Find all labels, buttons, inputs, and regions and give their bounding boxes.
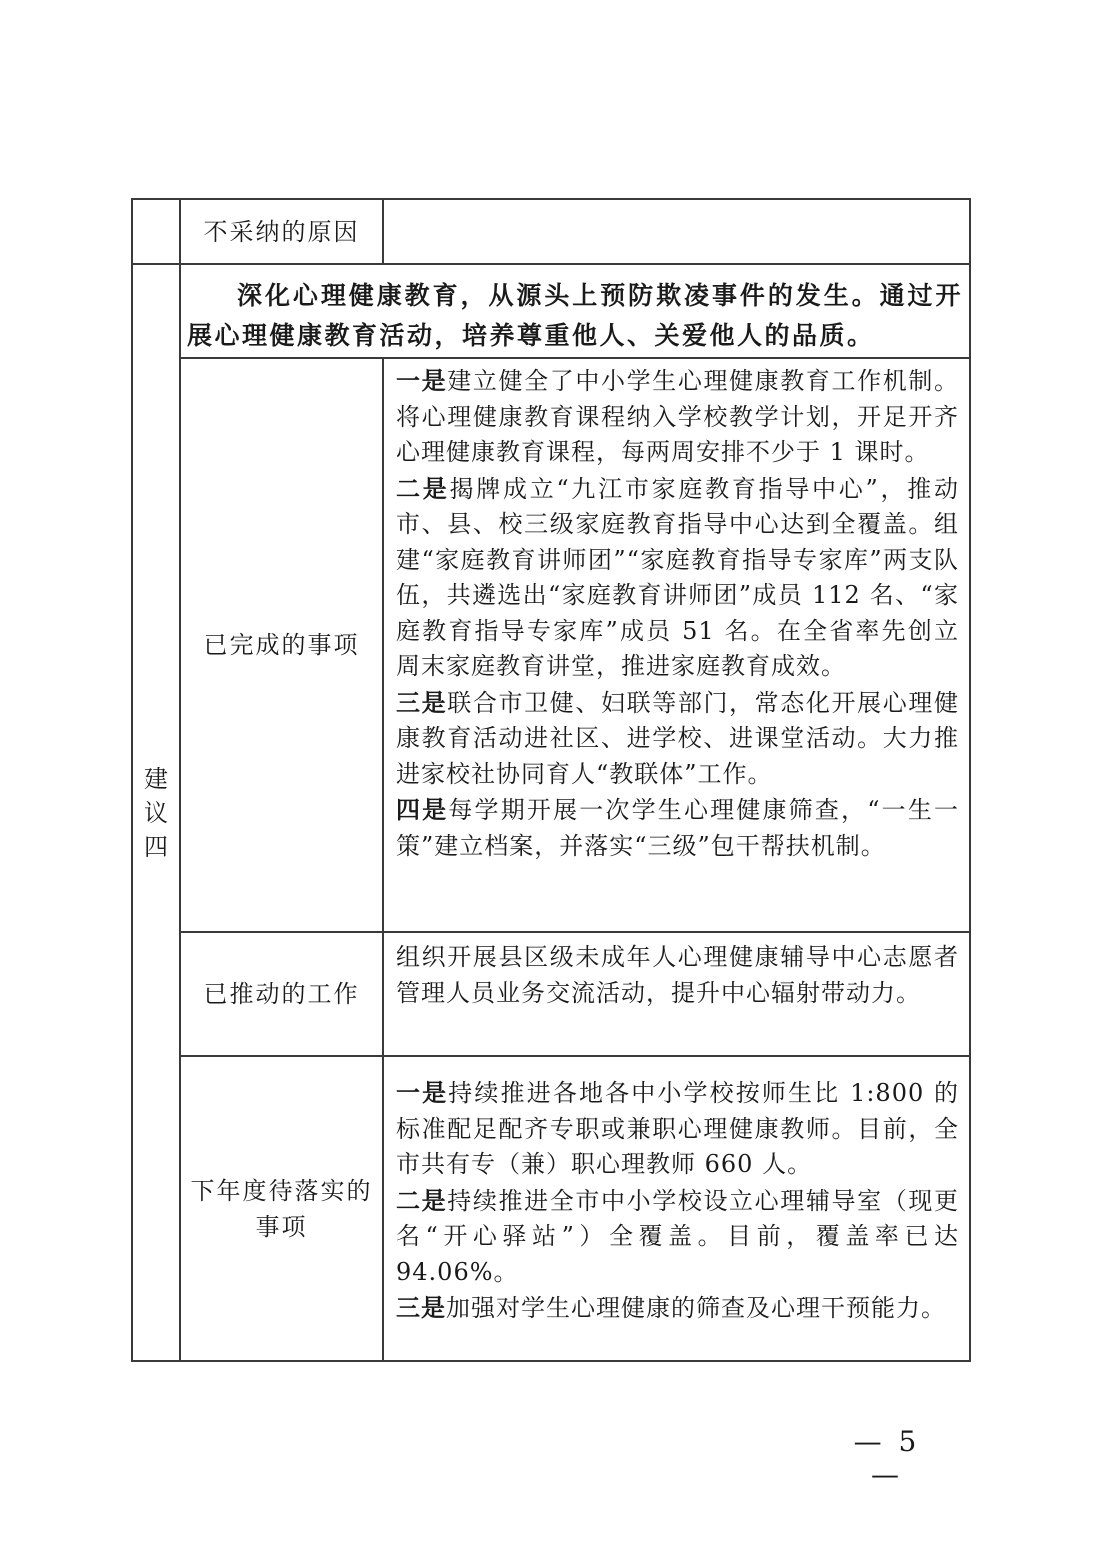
completed-item-2	[396, 471, 959, 685]
next-year-content	[384, 1075, 969, 1360]
completed-item-2-text: 揭牌成立“九江市家庭教育指导中心”，推动市、县、校三级家庭教育指导中心达到全覆盖。组建“家庭教育讲师团”“家庭教育指导专家库”两支队伍，共遴选出“家庭教育讲师团”成员 112 名、“家庭教育指导专家库”成员 51 名。在全省率先创立周末家庭教育讲堂，推进家庭教育成效。	[396, 474, 960, 680]
next-year-label-line1: 下年度待落实的	[190, 1176, 373, 1205]
completed-item-4-lead: 四是	[396, 795, 449, 824]
promoted-label-text: 已推动的工作	[203, 980, 360, 1008]
table-border-bottom	[131, 1360, 971, 1362]
next-year-item-2-lead: 二是	[396, 1185, 448, 1215]
completed-item-3-text: 联合市卫健、妇联等部门，常态化开展心理健康教育活动进社区、进学校、进课堂活动。大力推进家校社协同育人“教联体”工作。	[396, 688, 960, 788]
completed-label	[181, 359, 382, 931]
page-number: — 5 —	[853, 1425, 921, 1491]
completed-item-4	[396, 792, 959, 864]
next-year-item-1-text: 持续推进各地各中小学校按师生比 1:800 的标准配足配齐专职或兼职心理健康教师。目前，全市共有专（兼）职心理教师 660 人。	[396, 1079, 960, 1178]
suggestion-number-cell	[133, 265, 179, 1360]
not-adopted-label	[181, 200, 382, 263]
next-year-item-3-lead: 三是	[396, 1293, 446, 1322]
promoted-label	[181, 933, 382, 1055]
next-year-item-2-text: 持续推进全市中小学校设立心理辅导室（现更名“开心驿站”）全覆盖。目前，覆盖率已达 94.06%。	[396, 1186, 960, 1286]
completed-item-3	[396, 685, 959, 793]
promoted-content	[384, 940, 969, 1055]
next-year-item-1	[396, 1075, 959, 1183]
promoted-text: 组织开展县区级未成年人心理健康辅导中心志愿者管理人员业务交流活动，提升中心辐射带动力。	[396, 943, 959, 1007]
completed-content	[384, 363, 969, 931]
completed-item-2-lead: 二是	[396, 473, 450, 503]
completed-item-1-lead: 一是	[396, 366, 448, 395]
table-border-right	[969, 198, 971, 1362]
next-year-item-2	[396, 1183, 959, 1291]
completed-label-text: 已完成的事项	[203, 631, 360, 659]
completed-item-1-text: 建立健全了中小学生心理健康教育工作机制。将心理健康教育课程纳入学校教学计划，开足开齐心理健康教育课程，每两周安排不少于 1 课时。	[396, 367, 960, 466]
suggestion-heading-text: 深化心理健康教育，从源头上预防欺凌事件的发生。通过开展心理健康教育活动，培养尊重他人、关爱他人的品质。	[187, 281, 963, 350]
next-year-label	[181, 1057, 382, 1360]
table-border-row1	[131, 263, 971, 265]
completed-item-4-text: 每学期开展一次学生心理健康筛查，“一生一策”建立档案，并落实“三级”包干帮扶机制。	[396, 796, 959, 860]
next-year-item-3	[396, 1290, 959, 1327]
completed-item-1	[396, 363, 959, 471]
not-adopted-label-text: 不采纳的原因	[203, 217, 360, 246]
suggestion-number-label: 建议四	[144, 764, 168, 861]
next-year-item-3-text: 加强对学生心理健康的筛查及心理干预能力。	[446, 1294, 946, 1322]
completed-item-3-lead: 三是	[396, 687, 448, 717]
next-year-label-line2: 事项	[255, 1212, 308, 1241]
not-adopted-content	[384, 200, 969, 263]
next-year-item-1-lead: 一是	[396, 1078, 449, 1107]
suggestion-heading	[181, 276, 969, 356]
